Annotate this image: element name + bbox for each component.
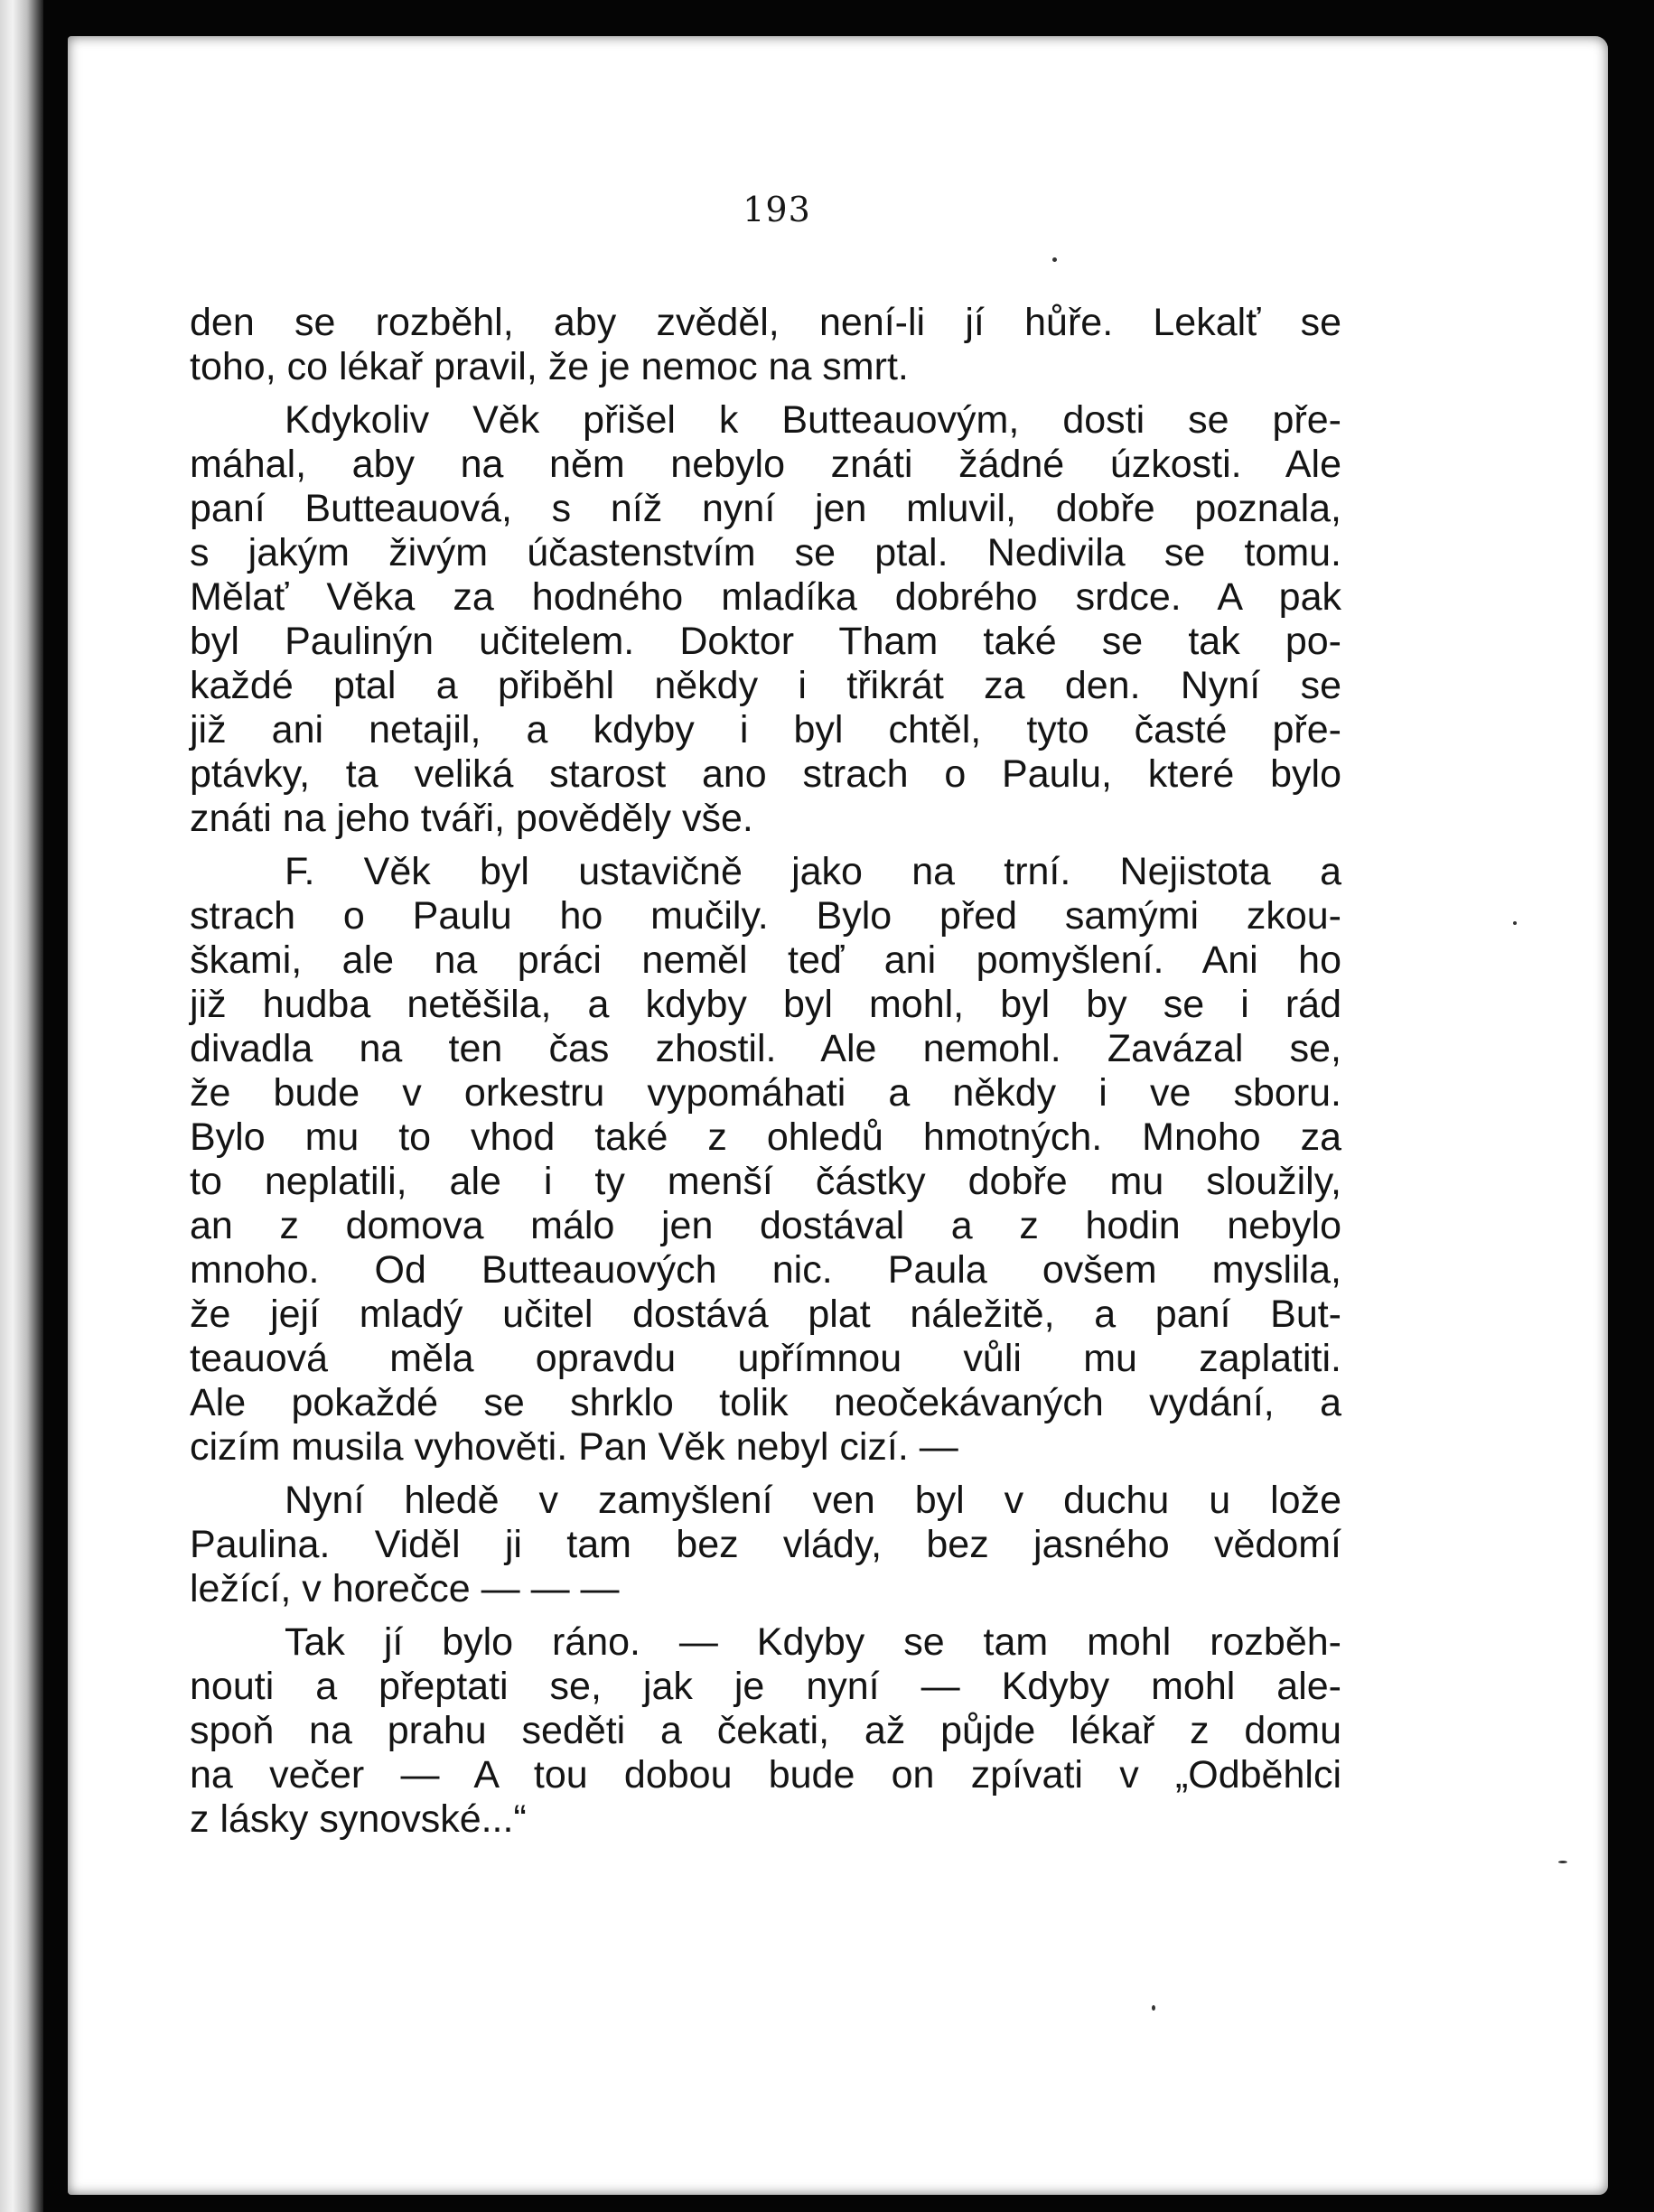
dust-speck [1513, 921, 1517, 925]
page-number: 193 [743, 190, 811, 229]
text-line: Bylo mu to vhod také z ohledů hmotných. Mnoho za [190, 1115, 1341, 1159]
text-line: ptávky, ta veliká starost ano strach o Paulu, které bylo [190, 752, 1341, 796]
text-line: již hudba netěšila, a kdyby byl mohl, byl by se i rád [190, 983, 1341, 1026]
text-line: každé ptal a přiběhl někdy i třikrát za den. Nyní se [190, 664, 1341, 707]
dust-speck [1558, 1861, 1567, 1863]
text-line: Kdykoliv Věk přišel k Butteauovým, dosti se pře- [285, 398, 1341, 442]
text-line: Paulina. Viděl ji tam bez vlády, bez jasného vědomí [190, 1523, 1341, 1566]
text-line: mnoho. Od Butteauových nic. Paula ovšem myslila, [190, 1248, 1341, 1292]
text-line: škami, ale na práci neměl teď ani pomyšlení. Ani ho [190, 938, 1341, 982]
paragraph [190, 850, 1341, 1470]
text-line: cizím musila vyhověti. Pan Věk nebyl cizí. — [190, 1425, 958, 1469]
text-line: na večer — A tou dobou bude on zpívati v „Odběhlci [190, 1753, 1341, 1797]
text-line: teauová měla opravdu upřímnou vůli mu zaplatiti. [190, 1337, 1341, 1380]
text-line: spoň na prahu seděti a čekati, až půjde lékař z domu [190, 1709, 1341, 1752]
text-line: paní Butteauová, s níž nyní jen mluvil, dobře poznala, [190, 487, 1341, 530]
text-line: z lásky synovské...“ [190, 1797, 527, 1841]
text-line: ležící, v horečce — — — [190, 1567, 620, 1610]
text-line: strach o Paulu ho mučily. Bylo před samými zkou- [190, 894, 1341, 938]
text-line: den se rozběhl, aby zvěděl, není-li jí hůře. Lekalť se [190, 301, 1341, 344]
paragraph [190, 398, 1341, 841]
text-line: Tak jí bylo ráno. — Kdyby se tam mohl rozběh- [285, 1620, 1341, 1664]
text-line: že její mladý učitel dostává plat náležitě, a paní But- [190, 1293, 1341, 1336]
text-line: nouti a přeptati se, jak je nyní — Kdyby mohl ale- [190, 1665, 1341, 1708]
text-line: Mělať Věka za hodného mladíka dobrého srdce. A pak [190, 575, 1341, 619]
text-line: F. Věk byl ustavičně jako na trní. Nejistota a [285, 850, 1341, 893]
text-line: toho, co lékař pravil, že je nemoc na smrt. [190, 345, 909, 388]
text-line: s jakým živým účastenstvím se ptal. Nedivila se tomu. [190, 531, 1341, 574]
text-line: znáti na jeho tváři, pověděly vše. [190, 797, 753, 840]
text-line: že bude v orkestru vypomáhati a někdy i ve sboru. [190, 1071, 1341, 1115]
paragraph [190, 1620, 1341, 1842]
text-line: divadla na ten čas zhostil. Ale nemohl. Zavázal se, [190, 1027, 1341, 1070]
text-line: Nyní hledě v zamyšlení ven byl v duchu u lože [285, 1479, 1341, 1522]
text-line: to neplatili, ale i ty menší částky dobře mu sloužily, [190, 1160, 1341, 1203]
text-line: byl Paulinýn učitelem. Doktor Tham také se tak po- [190, 620, 1341, 663]
text-body [190, 301, 1341, 1851]
text-line: máhal, aby na něm nebylo znáti žádné úzkosti. Ale [190, 443, 1341, 486]
text-line: Ale pokaždé se shrklo tolik neočekávaných vydání, a [190, 1381, 1341, 1424]
text-line: an z domova málo jen dostával a z hodin nebylo [190, 1204, 1341, 1247]
dust-speck [1152, 2005, 1155, 2011]
dust-speck [1052, 257, 1057, 262]
paragraph [190, 1479, 1341, 1611]
text-line: již ani netajil, a kdyby i byl chtěl, tyto časté pře- [190, 708, 1341, 751]
paragraph [190, 301, 1341, 389]
binding-edge [0, 0, 43, 2212]
